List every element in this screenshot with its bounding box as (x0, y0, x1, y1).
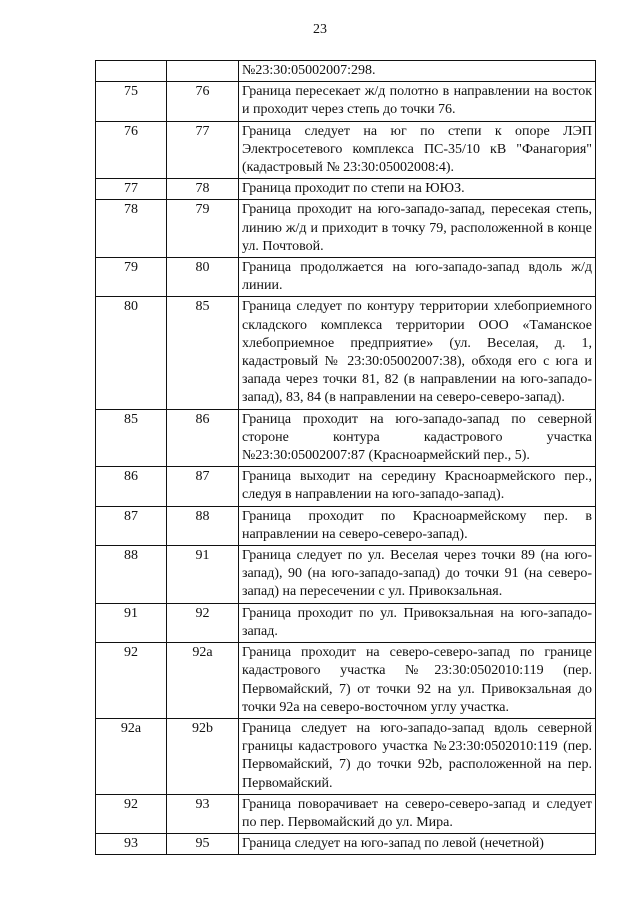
from-point: 76 (96, 121, 167, 179)
route-description: Граница продолжается на юго-западо-запад вдоль ж/д линии. (239, 258, 596, 297)
to-point: 88 (167, 506, 239, 545)
table-row (96, 409, 596, 467)
from-point: 88 (96, 546, 167, 604)
to-point: 91 (167, 546, 239, 604)
to-point: 92a (167, 643, 239, 719)
to-point: 79 (167, 200, 239, 258)
table-row (96, 603, 596, 642)
route-description: Граница поворачивает на северо-северо-запад и следует по пер. Первомайский до ул. Мира. (239, 794, 596, 833)
route-description: Граница проходит на юго-западо-запад, пересекая степь, линию ж/д и приходит в точку 79, расположенной в конце ул. Почтовой. (239, 200, 596, 258)
table-row (96, 200, 596, 258)
table-row (96, 297, 596, 409)
to-point: 78 (167, 179, 239, 200)
route-description: Граница проходит на юго-западо-запад по северной стороне контура кадастрового участка №23:30:05002007:87 (Красноармейский пер., 5). (239, 409, 596, 467)
to-point: 92b (167, 718, 239, 794)
route-description: Граница пересекает ж/д полотно в направлении на восток и проходит через степь до точки 76. (239, 82, 596, 121)
table-row (96, 834, 596, 855)
route-description: Граница проходит по степи на ЮЮЗ. (239, 179, 596, 200)
route-description: Граница следует по ул. Веселая через точки 89 (на юго-запад), 90 (на юго-западо-запад) до точки 91 (на северо-запад) на пересечении с ул. Привокзальная. (239, 546, 596, 604)
from-point: 87 (96, 506, 167, 545)
table-row (96, 506, 596, 545)
route-description: Граница следует на юг по степи к опоре ЛЭП Электросетевого комплекса ПС-35/10 кВ "Фанагория" (кадастровый № 23:30:05002008:4). (239, 121, 596, 179)
to-point: 93 (167, 794, 239, 833)
from-point: 93 (96, 834, 167, 855)
table-row (96, 467, 596, 506)
from-point: 92 (96, 643, 167, 719)
route-description: Граница следует по контуру территории хлебоприемного складского комплекса территории ООО «Таманское хлебоприемное предприятие» (ул. Веселая, д. 1, кадастровый № 23:30:05002007:38), обходя его с юга и запада через точки 81, 82 (в направлении на юго-западо-запад), 83, 84 (в направлении на северо-северо-запад). (239, 297, 596, 409)
from-point: 77 (96, 179, 167, 200)
from-point: 92 (96, 794, 167, 833)
table-row (96, 61, 596, 82)
table-row (96, 82, 596, 121)
table-row (96, 179, 596, 200)
table-row (96, 643, 596, 719)
page-number: 23 (313, 22, 327, 37)
to-point: 76 (167, 82, 239, 121)
route-description: Граница проходит по ул. Привокзальная на юго-западо-запад. (239, 603, 596, 642)
to-point: 86 (167, 409, 239, 467)
route-description: Граница следует на юго-западо-запад вдоль северной границы кадастрового участка №23:30:0502010:119 (пер. Первомайский, 7) до точки 92b, расположенной на пер. Первомайский. (239, 718, 596, 794)
to-point: 77 (167, 121, 239, 179)
to-point (167, 61, 239, 82)
boundary-table (95, 60, 596, 855)
from-point: 75 (96, 82, 167, 121)
to-point: 85 (167, 297, 239, 409)
route-description: Граница проходит на северо-северо-запад по границе кадастрового участка №23:30:0502010:119 (пер. Первомайский, 7) от точки 92 на ул. Привокзальная до точки 92а на северо-восточном углу участка. (239, 643, 596, 719)
route-description: Граница следует на юго-запад по левой (нечетной) (239, 834, 596, 855)
table-row (96, 718, 596, 794)
route-description: Граница выходит на середину Красноармейского пер., следуя в направлении на юго-западо-запад). (239, 467, 596, 506)
from-point: 92a (96, 718, 167, 794)
from-point: 91 (96, 603, 167, 642)
from-point (96, 61, 167, 82)
from-point: 78 (96, 200, 167, 258)
route-description: Граница проходит по Красноармейскому пер. в направлении на северо-северо-запад). (239, 506, 596, 545)
table-row (96, 121, 596, 179)
from-point: 79 (96, 258, 167, 297)
from-point: 85 (96, 409, 167, 467)
table-row (96, 794, 596, 833)
from-point: 86 (96, 467, 167, 506)
from-point: 80 (96, 297, 167, 409)
route-description: №23:30:05002007:298. (239, 61, 596, 82)
table-row (96, 258, 596, 297)
to-point: 87 (167, 467, 239, 506)
table-row (96, 546, 596, 604)
to-point: 95 (167, 834, 239, 855)
to-point: 80 (167, 258, 239, 297)
to-point: 92 (167, 603, 239, 642)
